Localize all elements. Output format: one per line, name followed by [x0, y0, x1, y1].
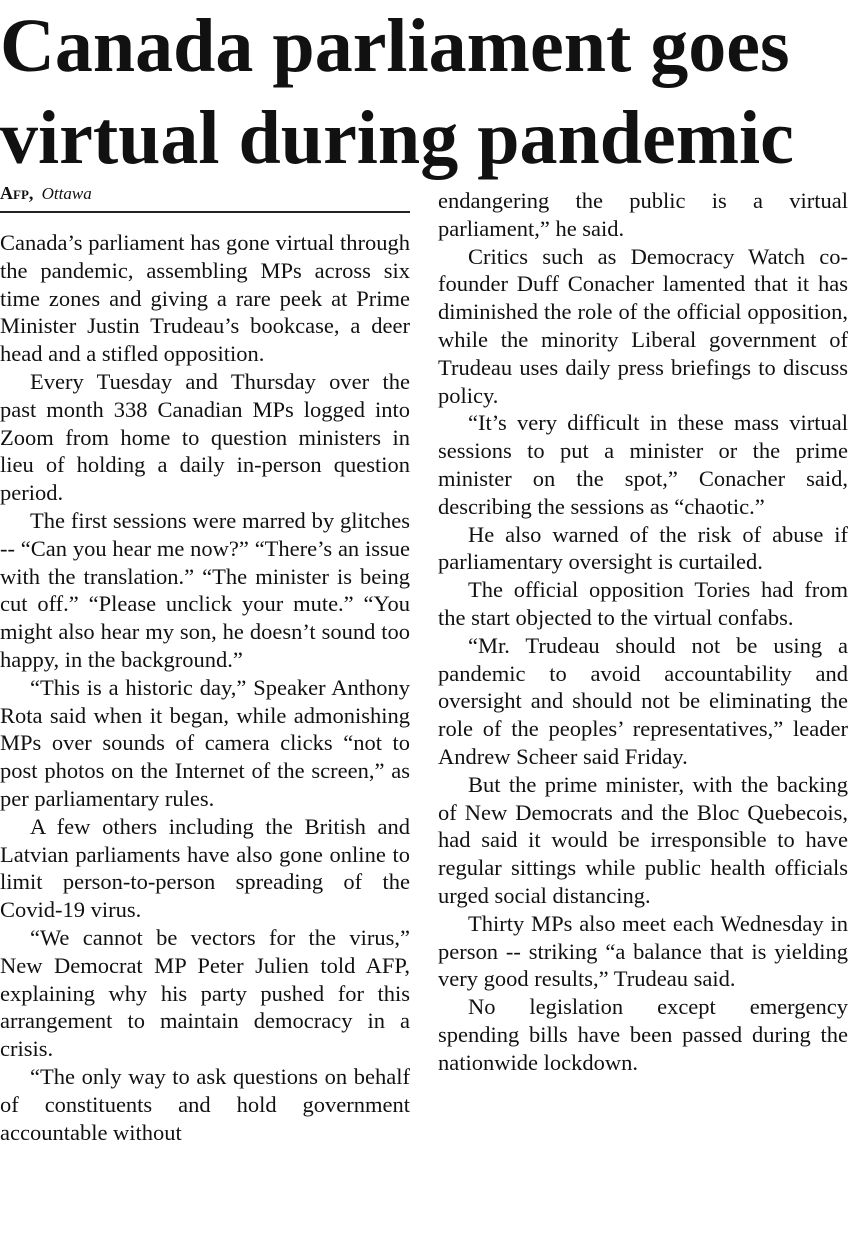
paragraph: “We cannot be vectors for the virus,” New Democrat MP Peter Julien told AFP, explaining why his party pushed for this arrangement to maintain democracy in a crisis. — [0, 924, 410, 1062]
paragraph: No legislation except emergency spending bills have been passed during the nationwide lockdown. — [438, 994, 848, 1075]
paragraph: The first sessions were marred by glitches -- “Can you hear me now?” “There’s an issue with the translation.” “The minister is being cut off.” “Please unclick your mute.” “You might also hear my son, he doesn’t sound too happy, in the background.” — [0, 507, 410, 672]
article-column-left — [0, 229, 410, 1146]
paragraph: “It’s very difficult in these mass virtual sessions to put a minister or the prime minister on the spot,” Conacher said, describing the sessions as “chaotic.” — [438, 410, 848, 519]
paragraph: He also warned of the risk of abuse if parliamentary oversight is curtailed. — [438, 521, 848, 575]
paragraph-continuation: endangering the public is a virtual parliament,” he said. — [438, 188, 848, 241]
paragraph: Canada’s parliament has gone virtual through the pandemic, assembling MPs across six time zones and giving a rare peek at Prime Minister Justin Trudeau’s bookcase, a deer head and a stifled opposition. — [0, 230, 410, 367]
paragraph: “The only way to ask questions on behalf of constituents and hold government accountable without — [0, 1063, 410, 1145]
paragraph: But the prime minister, with the backing of New Democrats and the Bloc Quebecois, had said it would be irresponsible to have regular sittings while public health officials urged social distancing. — [438, 771, 848, 908]
paragraph: Critics such as Democracy Watch co-founder Duff Conacher lamented that it has diminished the role of the official opposition, while the minority Liberal government of Trudeau uses daily press briefings to discuss policy. — [438, 243, 848, 408]
paragraph: Every Tuesday and Thursday over the past month 338 Canadian MPs logged into Zoom from home to question ministers in lieu of holding a daily in-person question period. — [0, 368, 410, 506]
paragraph: Thirty MPs also meet each Wednesday in person -- striking “a balance that is yielding very good results,” Trudeau said. — [438, 910, 848, 992]
byline-location: Ottawa — [41, 184, 92, 203]
headline-line-1: Canada parliament goes — [0, 4, 790, 88]
byline-agency: Afp, — [0, 183, 34, 203]
article-column-right — [438, 187, 848, 1077]
paragraph: “This is a historic day,” Speaker Anthony Rota said when it began, while admonishing MPs over sounds of camera clicks “not to post photos on the Internet of the screen,” as per parliamentary rules. — [0, 674, 410, 811]
paragraph: A few others including the British and Latvian parliaments have also gone online to limit person-to-person spreading of the Covid-19 virus. — [0, 813, 410, 923]
paragraph: The official opposition Tories had from the start objected to the virtual confabs. — [438, 577, 848, 630]
headline — [0, 0, 848, 184]
paragraph: “Mr. Trudeau should not be using a pandemic to avoid accountability and oversight and should not be eliminating the role of the peoples’ representatives,” leader Andrew Scheer said Friday. — [438, 632, 848, 769]
byline — [0, 181, 410, 213]
headline-line-2: virtual during pandemic — [0, 96, 794, 180]
